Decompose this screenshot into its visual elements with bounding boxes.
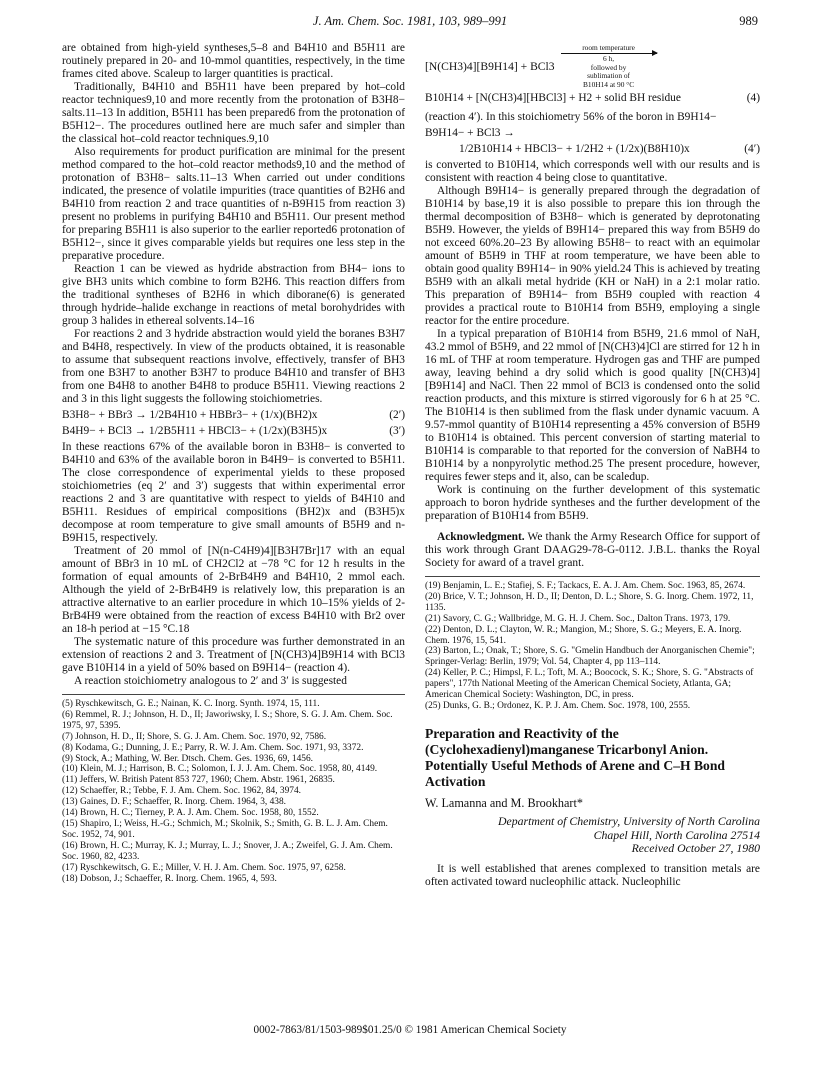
equation-number: (4′) [744,143,760,156]
equation-text: B9H14− + BCl3 → [425,127,515,140]
equation-number: (3′) [389,425,405,437]
equation-text: 1/2B10H14 + HBCl3− + 1/2H2 + (1/2x)(B8H10)x [459,143,690,156]
affiliation [425,815,760,842]
reference: (25) Dunks, G. B.; Ordonez, K. P. J. Am. Chem. Soc. 1978, 100, 2555. [425,701,691,711]
equation-2-prime [62,409,405,422]
reference: (22) Denton, D. L.; Clayton, W. R.; Mangion, M.; Shore, S. G.; Meyers, E. A. Inorg. Chem. 1976, 15, 541. [425,624,742,646]
reaction-condition: room temperature [582,43,635,52]
authors: W. Lamanna and M. Brookhart* [425,795,583,810]
arrow-icon [561,53,657,54]
reference: (8) Kodama, G.; Dunning, J. E.; Parry, R. W. J. Am. Chem. Soc. 1971, 93, 3372. [62,742,364,753]
reaction-4 [425,44,760,105]
article-title: Preparation and Reactivity of the (Cyclohexadienyl)manganese Tricarbonyl Anion. Potentially Useful Methods of Arene and C–H Bond Activation [425,725,725,789]
paragraph: In these reactions 67% of the available boron in B3H8− is converted to B4H10 and 63% of the available boron in B4H9− is converted to B5H11. The close correspondence of experimental yields to these proposed stoichiometries (eq 2′ and 3′) suggests that within experimental error reactions 2 and 3 are quantitative with respect to yields of B4H10 and B5H11. Residues of empirical compositions (BH2)x and (B3H5)x decompose at room temperature to give small amounts of B5H9 and n-B9H15, respectively. [62,441,405,544]
equation-number: (2′) [389,409,405,421]
running-header [0,14,820,32]
reference: (9) Stock, A.; Mathing, W. Ber. Dtsch. Chem. Ges. 1936, 69, 1456. [62,753,314,764]
reference: (12) Schaeffer, R.; Tebbe, F. J. Am. Chem. Soc. 1962, 84, 3974. [62,786,301,797]
affiliation-line: Department of Chemistry, University of North Carolina [497,813,760,828]
reference: (14) Brown, H. C.; Tierney, P. A. J. Am. Chem. Soc. 1958, 80, 1552. [62,808,319,819]
copyright-footer: 0002-7863/81/1503-989$01.25/0 © 1981 American Chemical Society [253,1024,567,1036]
reference: (24) Keller, P. C.; Himpsl, F. L.; Toft, M. A.; Boocock, S. K.; Shore, S. G. "Abstracts of papers", 177th National Meeting of the American Chemical Society, Atlanta, GA; American Chemical Society: Washington, DC, in press. [425,668,754,701]
equation-3-prime [62,425,405,438]
paragraph: (reaction 4′). In this stoichiometry 56% of the boron in B9H14− [425,111,717,124]
reaction-reactants: [N(CH3)4][B9H14] + BCl3 [425,60,555,74]
reference: (16) Brown, H. C.; Murray, K. J.; Murray, L. J.; Snover, J. A.; Zweifel, G. J. Am. Chem. Soc. 1960, 82, 4233. [62,840,393,862]
affiliation-line: Chapel Hill, North Carolina 27514 [593,827,760,842]
page-number: 989 [739,14,758,28]
reference: (6) Remmel, R. J.; Johnson, H. D., II; Jaworiwsky, I. S.; Shore, S. G. J. Am. Chem. Soc. 1975, 97, 5395. [62,709,393,731]
reference: (21) Savory, C. G.; Wallbridge, M. G. H. J. Chem. Soc., Dalton Trans. 1973, 179. [425,613,731,624]
paragraph: are obtained from high-yield syntheses,5–8 and B4H10 and B5H11 are routinely prepared in 20- and 10-mmol quantities, respectively, in the time frames cited above. Scaleup to larger quantities is practical. [62,42,405,80]
paragraph: A reaction stoichiometry analogous to 2′ and 3′ is suggested [74,675,347,687]
reaction-products-line [425,92,760,105]
equation-text: B4H9− + BCl3 → 1/2B5H11 + HBCl3− + (1/2x)(B3H5)x [62,425,328,437]
reference: (20) Brice, V. T.; Johnson, H. D., II; Denton, D. L.; Shore, S. G. Inorg. Chem. 1972, 11, 1135. [425,591,754,613]
equation-4-prime-a [425,127,760,140]
right-column [425,42,760,889]
paragraph: is converted to B10H14, which corresponds well with our results and is consistent with reaction 4 being close to quantitative. [425,159,760,185]
reference: (13) Gaines, D. F.; Schaeffer, R. Inorg. Chem. 1964, 3, 438. [62,797,287,808]
reaction-arrow [561,44,657,89]
references-right [425,576,760,712]
reference: (10) Klein, M. J.; Harrison, B. C.; Solomon, I. J. J. Am. Chem. Soc. 1958, 80, 4149. [62,764,378,775]
reference: (11) Jeffers, W. British Patent 853 727, 1960; Chem. Abstr. 1961, 26835. [62,775,335,786]
acknowledgment [425,531,760,570]
reference: (17) Ryschkewitsch, G. E.; Miller, V. H. J. Am. Chem. Soc. 1975, 97, 6258. [62,862,346,873]
reference: (15) Shapiro, I.; Weiss, H.-G.; Schmich, M.; Skolnik, S.; Smith, G. B. L. J. Am. Chem. Soc. 1952, 74, 901. [62,818,388,840]
received-date: Received October 27, 1980 [631,841,760,856]
paragraph: Reaction 1 can be viewed as hydride abstraction from BH4− ions to give BH3 units which combine to form B2H6. This reaction differs from the traditional syntheses of B2H6 in which diborane(6) is generated through hydride–halide exchange in reactions of metal borohydrides with group 3 halides in ethereal solvents.14–16 [62,263,405,327]
reaction-condition: sublimation of [587,71,631,81]
reaction-condition: 6 h, [603,54,615,64]
paragraph: Traditionally, B4H10 and B5H11 have been prepared by hot–cold reactor techniques9,10 and more recently from the protonation of B3H8− salts.11–13 In addition, B5H11 has been prepared6 from the protonation of B5H12−. The procedures outlined here are much safer and simpler than the classical hot–cold reactor techniques.9,10 [62,81,405,145]
paragraph: Also requirements for product purification are minimal for the present method compared to the hot–cold reactor methods9,10 and the method of protonation of B3H8− salts.11–13 When carried out under conditions indicated, the presence of volatile impurities (trace quantities of B2H6 and B4H10 from reaction 2 and trace quantities of n-B9H15 from reaction 3) present no problems in purifying B4H10 and B5H11. Our present method for preparing B5H11 is also superior to the earlier reported6 protonation of B5H12−, since it gives comparable yields but requires one less step in the preparative procedure. [62,146,405,262]
reference: (18) Dobson, J.; Schaeffer, R. Inorg. Chem. 1965, 4, 593. [62,873,277,884]
paragraph: Treatment of 20 mmol of [N(n-C4H9)4][B3H7Br]17 with an equal amount of BBr3 in 10 mL of CH2Cl2 at −78 °C for 12 h results in the formation of equal amounts of 2-BrB4H9 and B4H10, 2 mmol each. Although the yield of 2-BrB4H9 is relatively low, this preparation is an attractive alternative to an earlier procedure in which 10–15% yields of 2-BrB4H9 were obtained from the reaction of excess B4H10 with Br2 over an 18-h period at −15 °C.18 [62,545,405,635]
references-left [62,694,405,884]
reference: (7) Johnson, H. D., II; Shore, S. G. J. Am. Chem. Soc. 1970, 92, 7586. [62,731,327,742]
paragraph: In a typical preparation of B10H14 from B5H9, 21.6 mmol of NaH, 43.2 mmol of B5H9, and 22 mmol of [N(CH3)4]Cl are stirred for 12 h in 16 mL of THF at room temperature. Hydrogen gas and THF are pumped away, leaving behind a dry solid which is good quality [N(CH3)4][B9H14] and NaCl. Then 22 mmol of BCl3 is condensed onto the solid reaction products, and this mixture is stirred vigorously for 6 h at 25 °C. The B10H14 is then sublimed from the flask under dynamic vacuum. A 9.57-mmol quantity of B10H14 representing a 45% conversion of B5H9 to B10H14 is obtained. This percent conversion of starting material to B10H14 is comparable to that reported for the conversion of NaBH4 to B10H14 by a nonpyrolytic method.25 The present procedure, however, requires fewer steps and it, also, can be scaledup. [425,328,760,484]
paragraph: For reactions 2 and 3 hydride abstraction would yield the boranes B3H7 and B4H8, respectively. In view of the products obtained, it is reasonable to assume that subsequent reactions involve, effectively, transfer of BH3 from one B3H7 to another B3H7 to produce B4H10 and transfer of BH3 from one B4H8 to another B4H8 to produce B5H11. Viewing reactions 2 and 3 in this light suggests the following stoichiometries. [62,328,405,405]
paragraph: Work is continuing on the further development of this systematic approach to boron hydride syntheses and the further development of the preparation of B10H14 from B5H9. [425,484,760,523]
reaction-condition: B10H14 at 90 °C [582,79,635,89]
equation-text: B3H8− + BBr3 → 1/2B4H10 + HBBr3− + (1/x)(BH2)x [62,409,318,421]
paragraph: The systematic nature of this procedure was further demonstrated in an extension of reactions 2 and 3. Treatment of [N(CH3)4]B9H14 with BCl3 gave B10H14 in a yield of 50% based on B9H14− (reaction 4). [62,636,405,674]
reference: (5) Ryschkewitsch, G. E.; Nainan, K. C. Inorg. Synth. 1974, 15, 111. [62,699,320,709]
reference: (23) Barton, L.; Onak, T.; Shore, S. G. "Gmelin Handbuch der Anorganischen Chemie"; Springer-Verlag: Berlin, 1979; Vol. 54, Chapter 4, pp 113–114. [425,646,755,668]
acknowledgment-label: Acknowledgment. [437,531,525,544]
reaction-condition: followed by [590,62,627,72]
equation-number: (4) [746,92,760,105]
reaction-products: B10H14 + [N(CH3)4][HBCl3] + H2 + solid BH residue [425,92,681,105]
reference: (19) Benjamin, L. E.; Stafiej, S. F.; Tackacs, E. A. J. Am. Chem. Soc. 1963, 85, 2674. [425,581,746,592]
left-column [62,42,405,884]
equation-4-prime-b [425,143,760,156]
paragraph: Although B9H14− is generally prepared through the degradation of B10H14 by base,19 it is also possible to prepare this ion through the thermal decomposition of B3H8− which is generated by deprotonating B5H9. However, the yields of B9H14− prepared this way from B5H9 do not exceed 60%.20–23 By allowing B5H8− to react with an equimolar amount of B5H9 in THF at room temperature, we have been able to obtain good quality B9H14− in 90% yield.24 This is achieved by treating B5H9 with an alkali metal hydride (KH or NaH) in a 2:1 molar ratio. This preparation of B9H14− from B5H9 coupled with reaction 4 provides a practical route to B10H14 from B5H9, employing a single reactor for the entire procedure. [425,185,760,328]
journal-citation: J. Am. Chem. Soc. 1981, 103, 989–991 [312,14,508,28]
acknowledgment-text: We thank the Army Research Office for support of this work through Grant DAAG29-78-G-0112. J.B.L. thanks the Royal Society for award of a travel grant. [425,531,760,570]
paragraph: It is well established that arenes complexed to transition metals are often activated toward nucleophilic attack. Nucleophilic [425,863,760,889]
